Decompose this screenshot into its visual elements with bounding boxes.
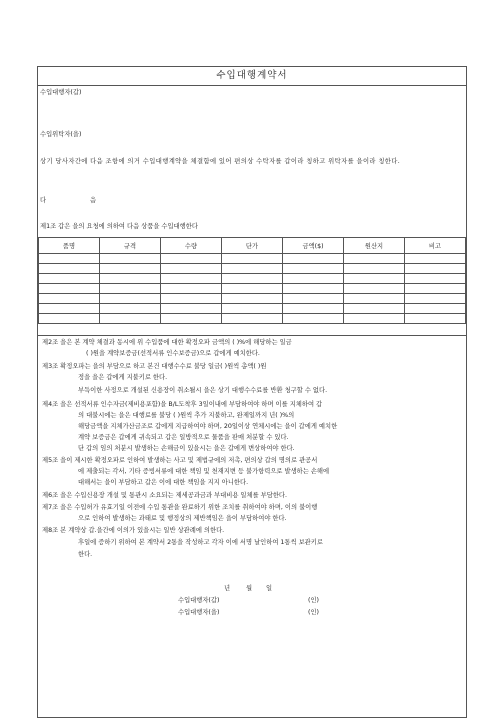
table-cell xyxy=(39,264,100,274)
table-cell xyxy=(161,294,222,304)
article-5-line-2: 에 제출되는 각서, 기타 증빙서류에 대한 책임 및 천재지변 등 불가항력으로 발생하는 손해에 xyxy=(78,468,330,475)
table-cell xyxy=(161,254,222,264)
date-day: 일 xyxy=(266,585,273,592)
table-cell xyxy=(100,284,161,294)
table-cell xyxy=(405,274,466,284)
table-cell xyxy=(222,264,283,274)
table-row xyxy=(39,314,466,324)
article-8: 제8조 본 계약상 갑.을간에 이의가 있을시는 일반 상관례에 의한다. xyxy=(42,527,225,534)
article-3-line-2: 정을 을은 갑에게 지불키로 한다. xyxy=(78,374,168,381)
article-2-line-2: ( )원을 계약보증금(선적서류 인수보증금)으로 갑에게 예치한다. xyxy=(86,350,260,357)
table-cell xyxy=(405,304,466,314)
table-cell xyxy=(283,314,344,324)
table-cell xyxy=(283,304,344,314)
table-cell xyxy=(161,264,222,274)
table-row xyxy=(39,294,466,304)
header-unit-price: 단가 xyxy=(222,238,283,254)
table-cell xyxy=(39,284,100,294)
table-cell xyxy=(283,264,344,274)
importer-label: 수입대행자(갑) xyxy=(40,89,82,96)
signature-importer-seal: (인) xyxy=(308,597,319,604)
table-row xyxy=(39,254,466,264)
contract-form xyxy=(37,66,467,718)
header-quantity: 수량 xyxy=(161,238,222,254)
article-5-line-1: 제5조 을이 제시한 확정오파로 인하여 발생하는 사고 및 제법규에의 저촉, 편의상 갑의 명의로 관공서 xyxy=(42,457,318,464)
article-3-line-1: 제3조 확정오파는 을의 부담으로 하고 본건 대행수수료 불당 일금( )원씩 총액( )원 xyxy=(42,363,267,370)
table-cell xyxy=(222,294,283,304)
table-cell xyxy=(405,284,466,294)
da-label: 다 xyxy=(40,197,47,204)
table-cell xyxy=(39,304,100,314)
table-cell xyxy=(222,254,283,264)
preamble-text: 상기 당사자간에 다음 조항에 의거 수입대행계약을 체결함에 있어 편의상 수탁자를 갑이라 칭하고 위탁자를 을이라 칭한다. xyxy=(40,158,401,165)
table-row xyxy=(39,264,466,274)
terms-section xyxy=(38,335,466,720)
table-cell xyxy=(100,254,161,264)
signature-consignor-label: 수입대행자(을) xyxy=(178,609,220,616)
table-cell xyxy=(283,284,344,294)
table-cell xyxy=(405,294,466,304)
document-title: 수입대행계약서 xyxy=(38,67,466,86)
article-4-line-1: 제4조 을은 선적서류 인수자금(제비용포함)을 B/L도착후 3일이내에 부담하여야 하며 이를 지체하여 갑 xyxy=(42,401,323,408)
article-3-line-3: 부득이한 사정으로 개설된 신용장이 취소될시 을은 상기 대행수수료를 반환 청구할 수 없다. xyxy=(78,387,328,394)
header-origin: 원산지 xyxy=(344,238,405,254)
table-cell xyxy=(344,304,405,314)
table-cell xyxy=(39,274,100,284)
table-cell xyxy=(161,304,222,314)
table-cell xyxy=(39,294,100,304)
eum-label: 음 xyxy=(90,197,97,204)
table-cell xyxy=(344,294,405,304)
table-cell xyxy=(344,314,405,324)
table-cell xyxy=(222,314,283,324)
table-cell xyxy=(344,284,405,294)
table-cell xyxy=(39,254,100,264)
article-1: 제1조 갑은 을의 요청에 의하여 다음 상품을 수입대행한다 xyxy=(40,223,198,230)
table-cell xyxy=(222,304,283,314)
table-cell xyxy=(405,254,466,264)
goods-table xyxy=(38,237,466,324)
table-cell xyxy=(222,274,283,284)
table-cell xyxy=(344,274,405,284)
table-cell xyxy=(405,264,466,274)
table-cell xyxy=(161,284,222,294)
header-remarks: 비고 xyxy=(405,238,466,254)
table-cell xyxy=(283,274,344,284)
article-6: 제6조 을은 수입신용장 개설 및 통관시 소요되는 제세공과금과 부대비용 일체를 부담한다. xyxy=(42,492,288,499)
article-2-line-1: 제2조 을은 본 계약 체결과 동시에 위 수입품에 대한 확정오파 금액의 ( )%에 해당하는 일금 xyxy=(42,339,292,346)
table-cell xyxy=(344,264,405,274)
table-row xyxy=(39,284,466,294)
article-7-line-1: 제7조 을은 수입허가 유효기일 이전에 수입 통관을 완료하기 위한 조치를 취하여야 하며, 이의 불이행 xyxy=(42,504,318,511)
article-4-line-5: 단 갑의 임의 처분시 발생하는 손해금이 있을시는 을은 갑에게 변상하여야 한다. xyxy=(78,445,295,452)
table-cell xyxy=(161,314,222,324)
closing-line-1: 후일에 증하기 위하여 본 계약서 2통을 작성하고 각자 이에 서명 날인하여 1통씩 보관키로 xyxy=(78,539,323,546)
table-row xyxy=(39,274,466,284)
date-month: 월 xyxy=(246,585,253,592)
header-amount: 금액($) xyxy=(283,238,344,254)
table-cell xyxy=(100,314,161,324)
table-cell xyxy=(100,294,161,304)
article-4-line-2: 의 대불시에는 을은 대행료를 불당 ( )원씩 추가 지불하고, 완제일까지 년( )%의 xyxy=(78,412,295,419)
header-item-name: 품명 xyxy=(39,238,100,254)
table-cell xyxy=(39,314,100,324)
table-cell xyxy=(161,274,222,284)
article-4-line-3: 해당금액을 지체가산금조로 갑에게 지급하여야 하며, 20일이상 연체시에는 을이 갑에게 예치한 xyxy=(78,423,338,430)
table-cell xyxy=(100,264,161,274)
header-spec: 규격 xyxy=(100,238,161,254)
closing-line-2: 한다. xyxy=(78,551,93,558)
signature-consignor-seal: (인) xyxy=(308,609,319,616)
goods-table-header xyxy=(39,238,466,254)
article-7-line-2: 으로 인하여 발생하는 과태료 및 행정상의 제반책임은 을이 부담하여야 한다. xyxy=(78,515,287,522)
table-cell xyxy=(222,284,283,294)
table-row xyxy=(39,304,466,314)
signature-importer-label: 수입대행자(갑) xyxy=(178,597,220,604)
article-5-line-3: 대해서는 을이 부담하고 갑은 이에 대한 책임을 지지 아니한다. xyxy=(78,479,249,486)
table-cell xyxy=(283,254,344,264)
table-cell xyxy=(283,294,344,304)
article-4-line-4: 계약 보증금은 갑에게 귀속되고 갑은 일방적으로 물품을 판매 처분할 수 있다. xyxy=(78,434,289,441)
consignor-label: 수입위탁자(을) xyxy=(40,131,82,138)
table-cell xyxy=(405,314,466,324)
date-year: 년 xyxy=(224,585,231,592)
table-cell xyxy=(100,274,161,284)
table-cell xyxy=(344,254,405,264)
table-cell xyxy=(100,304,161,314)
